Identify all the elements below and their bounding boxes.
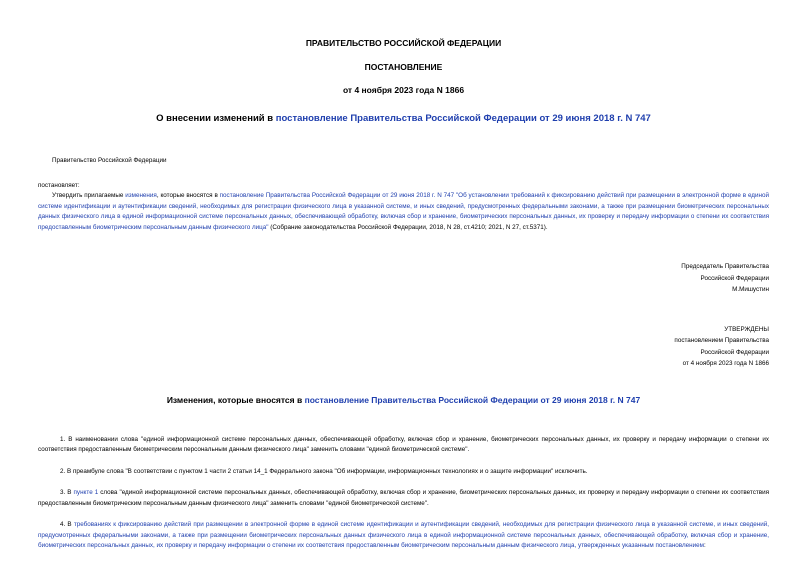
title-decree-link[interactable]: постановление Правительства Российской Федерации от 29 июня 2018 г. N 747 bbox=[275, 113, 651, 124]
approved-org: Российской Федерации bbox=[700, 348, 769, 356]
main-paragraph bbox=[38, 191, 769, 233]
item3-point-link[interactable]: пункте 1 bbox=[73, 489, 99, 496]
change-item-2: 2. В преамбуле слова "В соответствии с пунктом 1 части 2 статьи 14_1 Федерального закона "Об информации, информационных технологиях и о защите информации" исключить. bbox=[60, 467, 588, 475]
signature-org: Российской Федерации bbox=[700, 274, 769, 282]
changes-decree-link[interactable]: постановление Правительства Российской Федерации от 29 июня 2018 г. N 747 bbox=[304, 394, 641, 405]
document-body bbox=[0, 156, 807, 233]
document-title-prefix: О внесении изменений в bbox=[156, 113, 276, 124]
approved-by: постановлением Правительства bbox=[674, 337, 769, 344]
signature-name: М.Мишустин bbox=[732, 286, 769, 293]
item4-prefix: 4. В bbox=[60, 521, 74, 528]
para-suffix: (Собрание законодательства Российской Федерации, 2018, N 28, ст.4210; 2021, N 27, ст.5371). bbox=[268, 223, 548, 231]
approved-block bbox=[0, 324, 807, 370]
approved-date: от 4 ноября 2023 года N 1866 bbox=[682, 360, 769, 367]
item4-suffix: : bbox=[704, 542, 706, 549]
para-prefix: Утвердить прилагаемые bbox=[52, 192, 126, 199]
document-type: ПОСТАНОВЛЕНИЕ bbox=[364, 62, 443, 72]
government-line: Правительство Российской Федерации bbox=[52, 157, 167, 164]
changes-title-prefix: Изменения, которые вносятся в bbox=[166, 394, 305, 405]
para-mid: , которые вносятся в bbox=[156, 192, 220, 199]
government-heading: ПРАВИТЕЛЬСТВО РОССИЙСКОЙ ФЕДЕРАЦИИ bbox=[305, 38, 502, 48]
item3-prefix: 3. В bbox=[60, 489, 74, 496]
change-item-3 bbox=[38, 488, 769, 509]
decree-747-link[interactable]: постановление Правительства Российской Федерации от 29 июня 2018 г. N 747 "Об установлении требований к фиксированию действий при размещении в электронной форме в единой системе идентификации и аутентификации сведений, необходимых для регистрации физического лица в указанной системе, и иных сведений, предусмотренных федеральными законами, а также при размещении биометрических персональных данных физического лица в единой информационной системе персональных данных, обеспечивающей обработку, включая сбор и хранение, биометрических персональных данных, их проверку и передачу информации о степени их соответствия предоставленным биометрическим персональным данным физического лица" bbox=[38, 192, 769, 231]
changes-title bbox=[0, 395, 807, 405]
decrees-line: постановляет: bbox=[38, 181, 80, 189]
approved-label: УТВЕРЖДЕНЫ bbox=[724, 325, 769, 333]
change-item-4 bbox=[38, 520, 769, 552]
document-date-number: от 4 ноября 2023 года N 1866 bbox=[342, 85, 465, 95]
change-item-1: 1. В наименовании слова "единой информационной системе персональных данных, обеспечивающей обработку, включая сбор и хранение, биометрических персональных данных, их проверку и передачу информации о степени их соответствия предоставленным биометрическим персональным данным физического лица" заменить словами "единой биометрической системе". bbox=[38, 435, 769, 453]
signature-position: Председатель Правительства bbox=[681, 263, 769, 270]
changes-list bbox=[0, 435, 807, 552]
item3-suffix: слова "единой информационной системе персональных данных, обеспечивающей обработку, включая сбор и хранение, биометрических персональных данных, их проверку и передачу информации о степени их соответствия предоставленным биометрическим персональным данным физического лица" заменить словами "единой биометрической системе". bbox=[38, 489, 770, 507]
document-title bbox=[0, 113, 807, 124]
changes-link[interactable]: изменения bbox=[125, 192, 157, 199]
signature-block bbox=[0, 261, 807, 296]
item4-requirements-link[interactable]: требованиях к фиксированию действий при размещении в электронной форме в единой системе идентификации и аутентификации сведений, необходимых для регистрации физического лица в указанной системе, и иных сведений, предусмотренных федеральными законами, а также при размещении биометрических персональных данных физического лица в единой информационной системе персональных данных, обеспечивающей обработку, включая сбор и хранение, биометрических персональных данных, их проверку и передачу информации о степени их соответствия предоставленным биометрическим персональным данным физического лица, утвержденных указанным постановлением bbox=[38, 521, 770, 549]
